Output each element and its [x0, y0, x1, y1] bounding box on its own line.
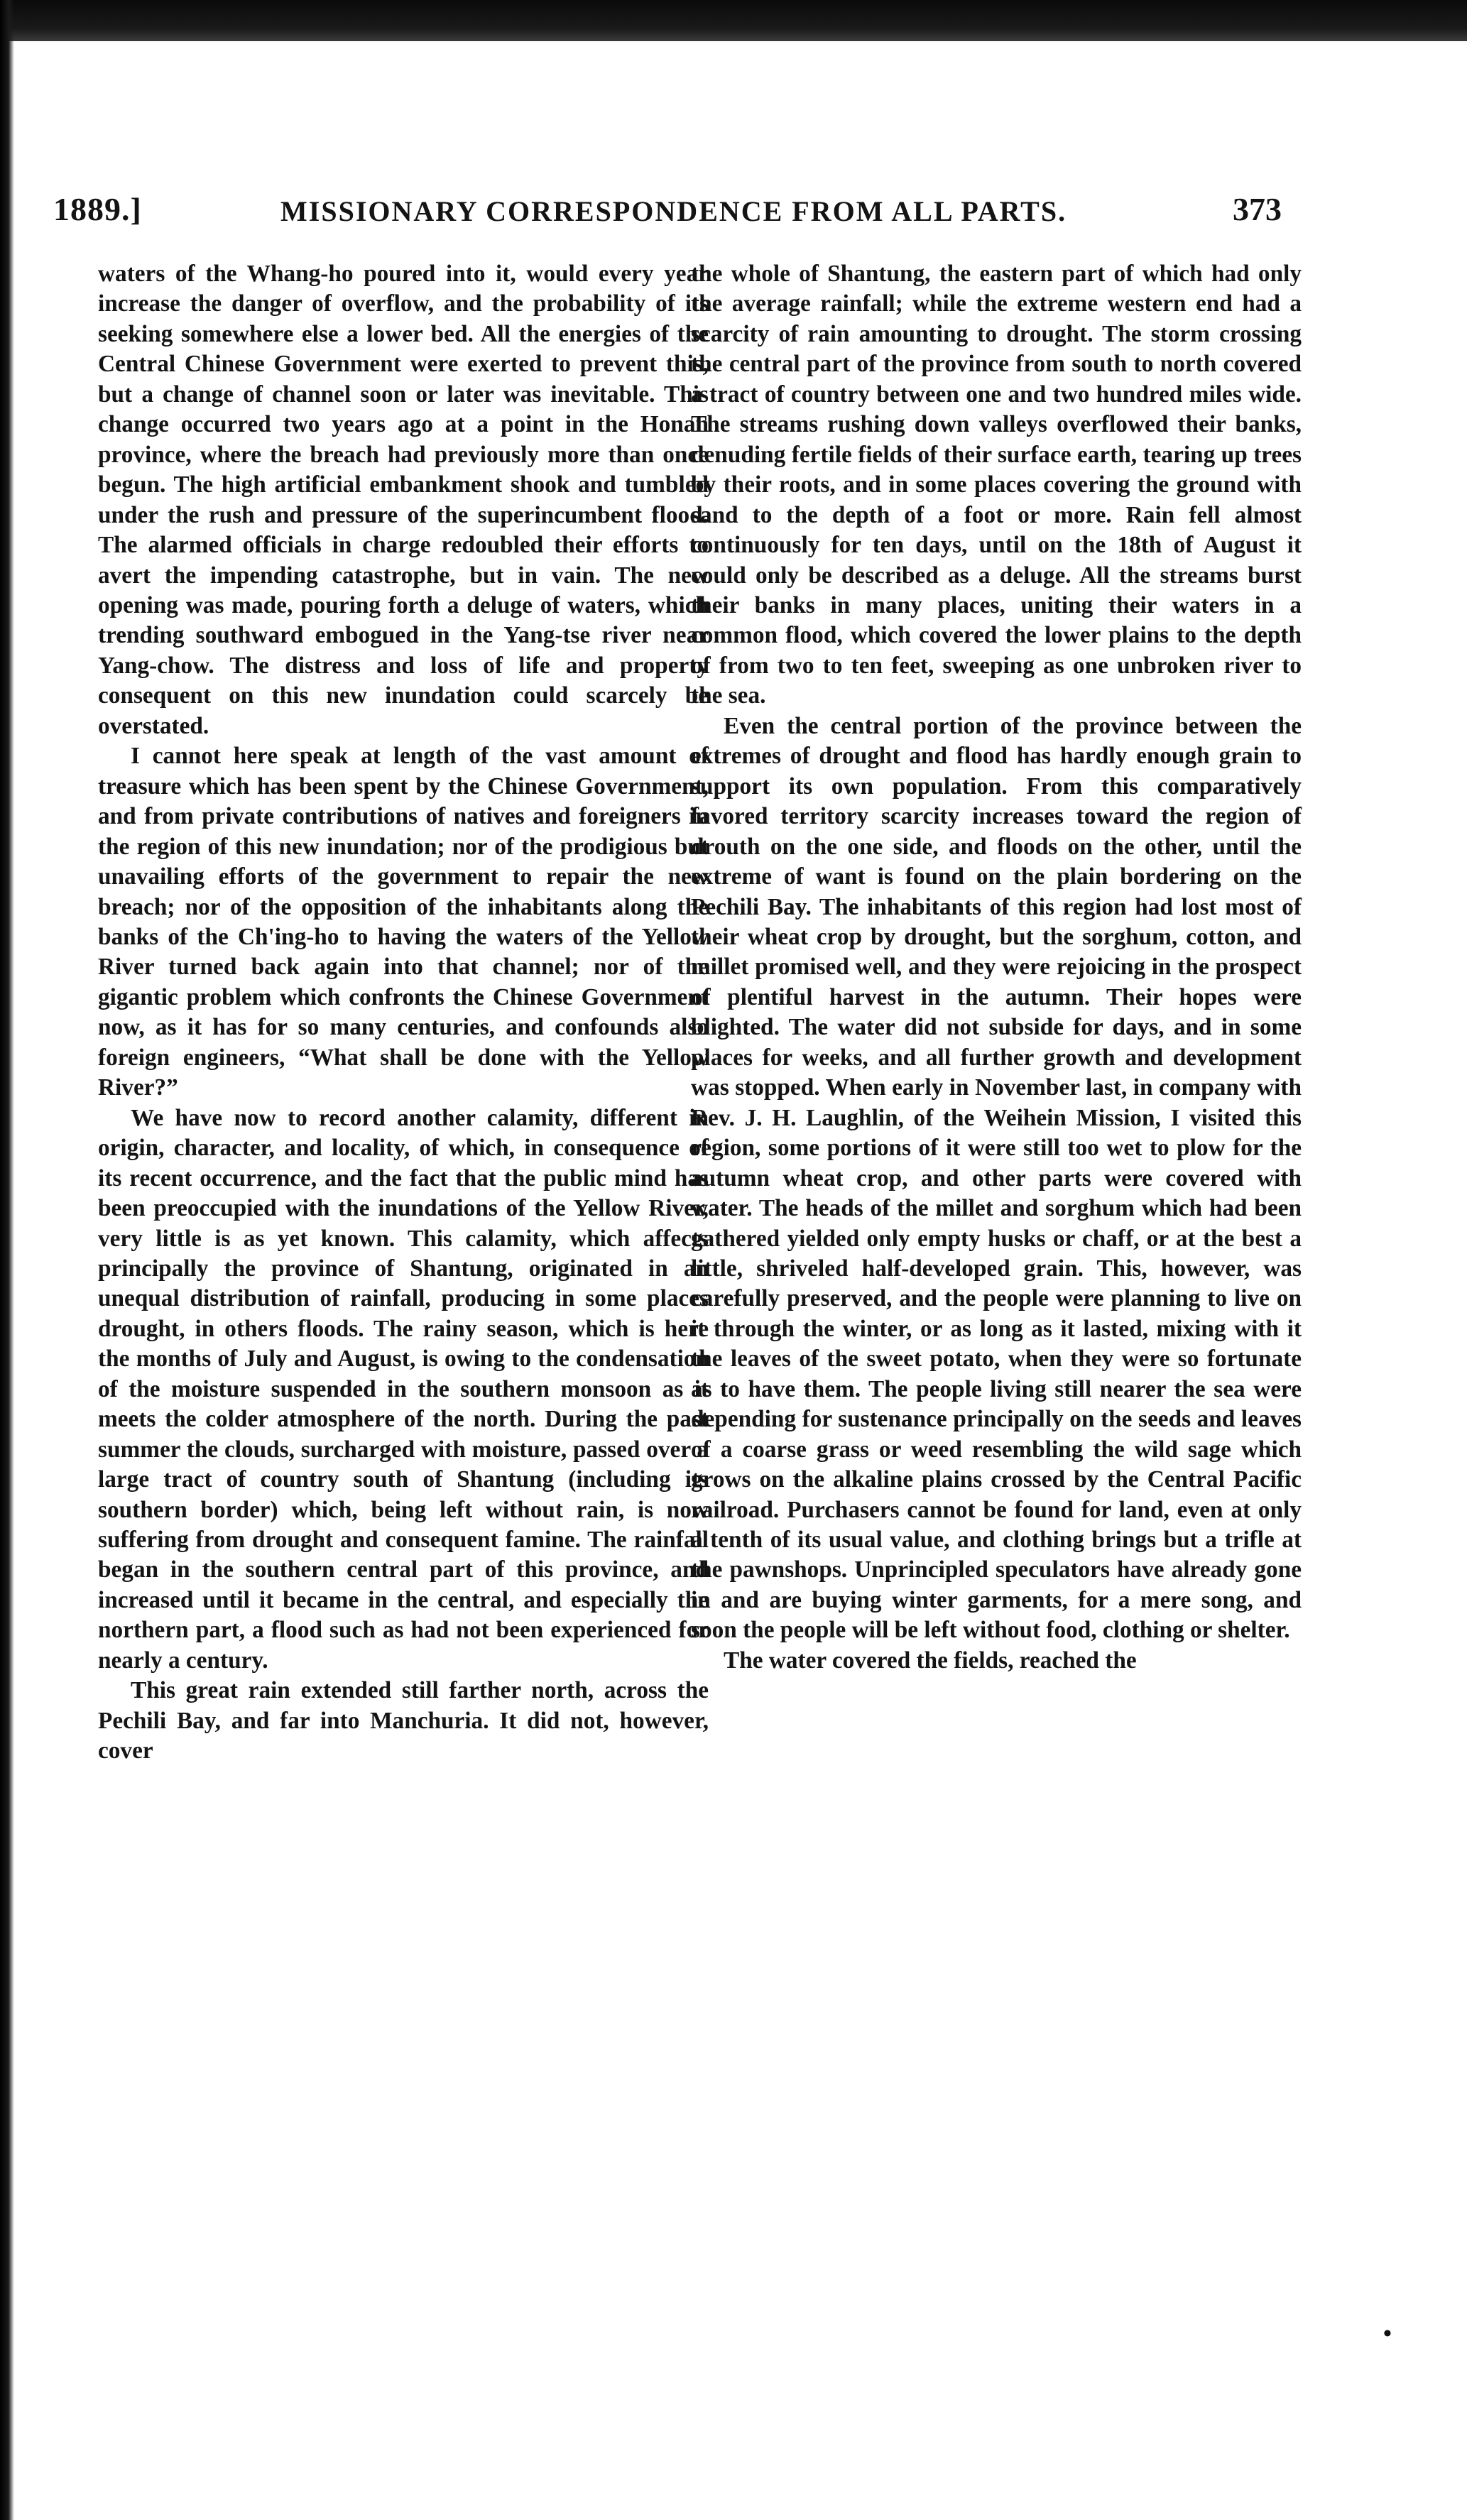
paragraph: Even the central portion of the province between the extremes of drought and flood has hardly enough grain to support its own population. From this comparatively favored territory scarcity increases toward the region of drouth on the one side, and floods on the other, until the extreme of want is found on the plain bordering on the Pechili Bay. The inhabitants of this region had lost most of their wheat crop by drought, but the sorghum, cotton, and millet promised well, and they were rejoicing in the prospect of plentiful harvest in the autumn. Their hopes were blighted. The water did not subside for days, and in some places for weeks, and all further growth and development was stopped. When early in November last, in company with Rev. J. H. Laughlin, of the Weihein Mission, I visited this region, some portions of it were still too wet to plow for the autumn wheat crop, and other parts were covered with water. The heads of the millet and sorghum which had been gathered yielded only empty husks or chaff, or at the best a little, shriveled half-developed grain. This, however, was carefully preserved, and the people were planning to live on it through the winter, or as long as it lasted, mixing with it the leaves of the sweet potato, when they were so fortunate as to have them. The people living still nearer the sea were depending for sustenance principally on the seeds and leaves of a coarse grass or weed resembling the wild sage which grows on the alkaline plains crossed by the Central Pacific railroad. Purchasers cannot be found for land, even at only a tenth of its usual value, and clothing brings but a trifle at the pawnshops. Unprincipled speculators have already gone in and are buying winter garments, for a mere song, and soon the people will be left without food, clothing or shelter. — [691, 712, 1302, 1644]
paragraph: This great rain extended still farther north, across the Pechili Bay, and far into Manchuria. It did not, however, cover — [98, 1677, 709, 1764]
right-column — [691, 259, 1302, 2460]
page-number: 373 — [1233, 191, 1282, 227]
paragraph: I cannot here speak at length of the vast amount of treasure which has been spent by the Chinese Government, and from private contributions of natives and foreigners in the region of this new inundation; nor of the prodigious but unavailing efforts of the government to repair the new breach; nor of the opposition of the inhabitants along the banks of the Ch'ing-ho to having the waters of the Yellow River turned back again into that channel; nor of the gigantic problem which confronts the Chinese Government now, as it has for so many centuries, and confounds also foreign engineers, “What shall be done with the Yellow River?” — [98, 743, 709, 1101]
left-column — [98, 259, 709, 2460]
print-speck: • — [1383, 2320, 1392, 2347]
header-title: MISSIONARY CORRESPONDENCE FROM ALL PARTS. — [280, 195, 1067, 227]
paragraph: the whole of Shantung, the eastern part of which had only the average rainfall; while the extreme western end had a scarcity of rain amounting to drought. The storm crossing the central part of the province from south to north covered a tract of country between one and two hundred miles wide. The streams rushing down valleys overflowed their banks, denuding fertile fields of their surface earth, tearing up trees by their roots, and in some places covering the ground with sand to the depth of a foot or more. Rain fell almost continuously for ten days, until on the 18th of August it could only be described as a deluge. All the streams burst their banks in many places, uniting their waters in a common flood, which covered the lower plains to the depth of from two to ten feet, sweeping as one unbroken river to the sea. — [691, 261, 1302, 709]
header-year: 1889.] — [53, 191, 142, 227]
page-top-border — [0, 0, 1467, 41]
running-header — [53, 190, 1282, 240]
paragraph: The water covered the fields, reached the — [724, 1647, 1137, 1674]
page-left-edge-shadow — [0, 0, 14, 2520]
paragraph: We have now to record another calamity, different in origin, character, and locality, of which, in consequence of its recent occurrence, and the fact that the public mind has been preoccupied with the inundations of the Yellow River, very little is as yet known. This calamity, which affects principally the province of Shantung, originated in an unequal distribution of rainfall, producing in some places drought, in others floods. The rainy season, which is here the months of July and August, is owing to the condensation of the moisture suspended in the southern monsoon as it meets the colder atmosphere of the north. During the past summer the clouds, surcharged with moisture, passed over a large tract of country south of Shantung (including its southern border) which, being left without rain, is now suffering from drought and consequent famine. The rainfall began in the southern central part of this province, and increased until it became in the central, and especially the northern part, a flood such as had not been experienced for nearly a century. — [98, 1104, 709, 1674]
paragraph: waters of the Whang-ho poured into it, would every year increase the danger of overflow, and the probability of its seeking somewhere else a lower bed. All the energies of the Central Chinese Government were exerted to prevent this, but a change of channel soon or later was inevitable. This change occurred two years ago at a point in the Honan province, where the breach had previously more than once begun. The high artificial embankment shook and tumbled under the rush and pressure of the superincumbent flood. The alarmed officials in charge redoubled their efforts to avert the impending catastrophe, but in vain. The new opening was made, pouring forth a deluge of waters, which trending southward embogued in the Yang-tse river near Yang-chow. The distress and loss of life and property consequent on this new inundation could scarcely be overstated. — [98, 261, 709, 739]
